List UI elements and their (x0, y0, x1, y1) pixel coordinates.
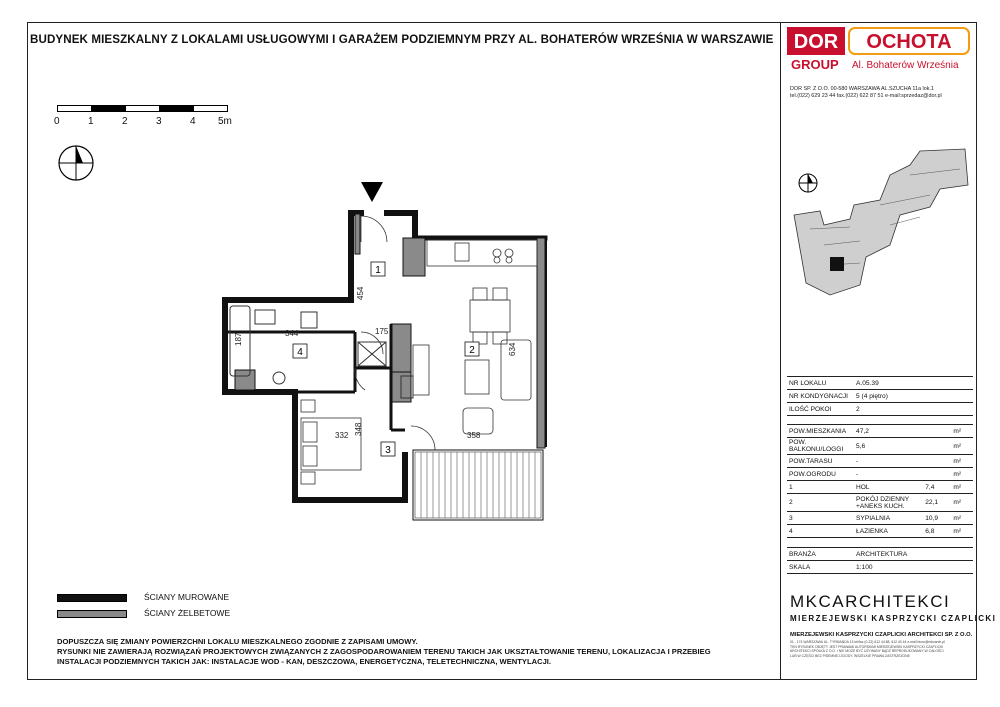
floor-plan (215, 180, 555, 525)
room-number: 3 (385, 445, 391, 456)
dimension-label: 187 (234, 332, 243, 346)
info-label: POW. BALKONU/LOGGI (787, 438, 854, 455)
legend-label: ŚCIANY ŻELBETOWE (144, 608, 231, 618)
info-value: - (854, 455, 951, 468)
unit-label: m² (951, 438, 973, 455)
legend-label: ŚCIANY MUROWANE (144, 592, 230, 602)
mkc-subtitle: MIERZEJEWSKI KASPRZYCKI CZAPLICKI (790, 614, 997, 623)
room-number: 2 (469, 345, 475, 356)
unit-label: m² (951, 525, 973, 538)
logo-subtitle: Al. Bohaterów Września (852, 60, 959, 71)
fine-line: LUB W CZĘŚCI BEZ PISEMNEJ ZGODY. WSZELKIE PRAWA ZASTRZEŻONE (790, 653, 910, 658)
unit-label: m² (951, 455, 973, 468)
room-no: 1 (787, 481, 854, 494)
info-label: SKALA (787, 561, 854, 574)
fine-line: ARCHITEKCI SPÓŁKA Z O.O. I NIE MOŻE BYĆ UŻYWANY BĄDŹ REPRODUKOWANY W CAŁOŚCI (790, 649, 944, 654)
room-name: HOL (854, 481, 923, 494)
info-label: BRANŻA (787, 548, 854, 561)
room-name: SYPIALNIA (854, 512, 923, 525)
unit-location-marker (830, 257, 844, 271)
unit-label: m² (951, 481, 973, 494)
notes (57, 637, 711, 667)
info-label: POW.OGRODU (787, 468, 854, 481)
scale-label: 1 (88, 116, 94, 127)
room-name: ŁAZIENKA (854, 525, 923, 538)
room-number: 4 (297, 347, 303, 358)
scale-label: 4 (190, 116, 196, 127)
dimension-label: 344 (285, 329, 299, 338)
key-plan (790, 145, 975, 300)
info-label: ILOŚĆ POKOI (787, 403, 854, 416)
scale-labels (52, 116, 242, 130)
info-value: 47,2 (854, 425, 951, 438)
unit-info-table (787, 376, 973, 574)
note-line: RYSUNKI NIE ZAWIERAJĄ ROZWIĄZAŃ PROJEKTOWYCH ZWIĄZANYCH Z ZAGOSPODAROWANIEM TERENU TAKICH JAK UKSZTAŁTOWANIE TERENU, LOKALIZACJA I PRZEBIEG (57, 647, 711, 656)
unit-label: m² (951, 494, 973, 512)
info-value: ARCHITEKTURA (854, 548, 973, 561)
room-area: 10,9 (923, 512, 951, 525)
dimension-label: 175 (375, 327, 389, 336)
entrance-arrow-icon (361, 182, 383, 202)
dimension-label: 332 (335, 431, 349, 440)
page-title: BUDYNEK MIESZKALNY Z LOKALAMI USŁUGOWYMI I GARAŻEM PODZIEMNYM PRZY AL. BOHATERÓW WRZEŚNIA W WARSZAWIE (30, 33, 774, 46)
compass-icon (56, 143, 96, 183)
info-value: A.05.39 (854, 377, 973, 390)
info-value: 5,6 (854, 438, 951, 455)
unit-label: m² (951, 425, 973, 438)
dimension-label: 454 (356, 286, 365, 300)
info-value: 1:100 (854, 561, 973, 574)
room-area: 6,8 (923, 525, 951, 538)
dimension-label: 634 (508, 342, 517, 356)
info-value: 2 (854, 403, 973, 416)
room-area: 22,1 (923, 494, 951, 512)
logo-dor-text: DOR (793, 31, 839, 53)
legend-swatch-concrete (57, 610, 127, 618)
unit-label: m² (951, 512, 973, 525)
note-line: INSTALACJI PODZIEMNYCH TAKICH JAK: INSTALACJE WOD - KAN, DESZCZOWA, ENERGETYCZNA, TELETECHNICZNA, WENTYLACJI. (57, 657, 552, 666)
info-value: 5 (4 piętro) (854, 390, 973, 403)
dimension-label: 358 (467, 431, 481, 440)
mkc-logo: MKCARCHITEKCI (790, 592, 951, 611)
fine-line: TEN RYSUNEK OBJĘTY JEST PRAWAMI AUTORSKIMI MIERZEJEWSKI KASPRZYCKI CZAPLICKI (790, 644, 944, 649)
scale-label: 0 (54, 116, 60, 127)
note-line: DOPUSZCZA SIĘ ZMIANY POWIERZCHNI LOKALU MIESZKALNEGO ZGODNIE Z ZAPISAMI UMOWY. (57, 637, 418, 646)
scale-bar (57, 105, 233, 113)
scale-label: 5m (218, 116, 232, 127)
dor-ochota-logo (787, 27, 973, 57)
room-area: 7,4 (923, 481, 951, 494)
info-label: NR LOKALU (787, 377, 854, 390)
info-value: - (854, 468, 951, 481)
logo-ochota-text: OCHOTA (866, 31, 952, 53)
logo-group: GROUP (791, 57, 839, 72)
sidebar-divider (780, 22, 781, 680)
company-line: DOR SP. Z O.O. 00-580 WARSZAWA AL.SZUCHA 11a lok.1 (790, 86, 934, 92)
room-no: 4 (787, 525, 854, 538)
room-no: 2 (787, 494, 854, 512)
company-address (790, 86, 942, 100)
scale-label: 3 (156, 116, 162, 127)
room-name: POKÓJ DZIENNY +ANEKS KUCH. (854, 494, 923, 512)
fine-line: 01 - 174 WARSZAWA UL. TYRMANDA 13 tel/fax (0-22) 612 44 88, 612 40 44 e-mail biuro@mkcarch.pl (790, 640, 945, 644)
info-label: POW.MIESZKANIA (787, 425, 854, 438)
room-no: 3 (787, 512, 854, 525)
room-number: 1 (375, 265, 381, 276)
mkc-firm: MIERZEJEWSKI KASPRZYCKI CZAPLICKI ARCHITEKCI SP. Z O.O. (790, 632, 973, 638)
dimension-label: 348 (354, 422, 363, 436)
info-label: NR KONDYGNACJI (787, 390, 854, 403)
company-line: tel.(022) 629 23 44 fax.(022) 622 87 51 e-mail:sprzedaz@dor.pl (790, 93, 942, 99)
info-label: POW.TARASU (787, 455, 854, 468)
scale-label: 2 (122, 116, 128, 127)
unit-label: m² (951, 468, 973, 481)
mkc-fine-print (790, 640, 945, 658)
legend-swatch-brick (57, 594, 127, 602)
